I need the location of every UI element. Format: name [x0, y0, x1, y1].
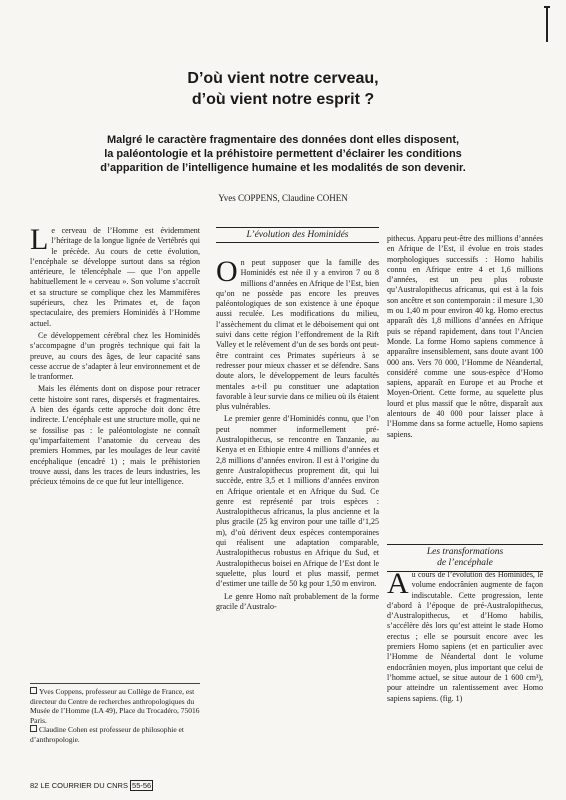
- author-note-2-text: Claudine Cohen est professeur de philosophie et d’anthropologie.: [30, 725, 184, 744]
- encephale-text: [387, 567, 543, 704]
- column-2: [216, 255, 379, 612]
- intro-text-1: e cerveau de l’Homme est évidemment l’héritage de la longue lignée de Vertébrés qui le précède. Au cours de cette évolution, l’encéphale se développe surtout dans sa région antérieure, le télencéphale — que l’on appelle habituellement le « cerveau ». Son volume s’accroît et sa structure se complique chez les Mammifères supérieurs, chez les Primates et, de façon spectaculaire, des premiers Hominidés à l’Homme actuel.: [30, 226, 200, 328]
- issue-number: 55-56: [132, 781, 152, 790]
- lede-line-2: la paléontologie et la préhistoire permettent d’éclairer les conditions: [104, 148, 462, 160]
- page-footer: [30, 781, 153, 790]
- lede-line-3: d’apparition de l’intelligence humaine et les modalités de son devenir.: [100, 162, 466, 174]
- square-bullet-icon: [30, 725, 37, 732]
- lede-line-1: Malgré le caractère fragmentaire des données dont elles disposent,: [106, 134, 460, 146]
- footnote-rule: [30, 683, 200, 684]
- encephale-text-body: u cours de l’évolution des Hominidés, le volume endocrânien augmente de façon indiscutable. Cette progression, lente d’abord à l’époque de pré-Australopithecus, d’Australopithecus, et d’Homo habilis, s’accélère dès lors qu’est atteint le stade Homo erectus ; elle se poursuit encore avec les premiers Homo sapiens (et en particulier avec l’Homme de Néandertal dont le volume endocrânien moyen, plus important que celui de l’homme actuel, se situe autour de 1 600 cm³), pour atteindre un ralentissement avec Homo sapiens sapiens. (fig. 1): [387, 570, 543, 703]
- evolution-paragraph-1: [216, 255, 379, 412]
- evolution-paragraph-3: Le genre Homo naît probablement de la forme gracile d’Australo-: [216, 591, 379, 611]
- page-number: 82: [30, 781, 39, 790]
- article-lede: [60, 133, 506, 175]
- evolution-paragraph-2: Le premier genre d’Hominidés connu, que l’on peut nommer informellement pré-Australopithecus, se rencontre en Tanzanie, au Kenya et en Ethiopie entre 4 millions d’années et 2,8 millions d’années environ. Il est à l’origine du genre Australopithecus proprement dit, qui lui succède, entre 3,5 et 1 millions d’années environ en Afrique orientale et en Afrique du Sud. Ce genre est représenté par trois espèces : Australopithecus africanus, la plus ancienne et la plus gracile (25 kg environ pour une taille d’1,25 m), d’où dérivent deux espèces contemporaines qui réalisent une adaptation comparable, Australopithecus robustus en Afrique du Sud, et Australopithecus boisei en Afrique de l’Est dont le squelette, plus lourd et plus massif, permet d’estimer une taille de 50 kg pour 1,50 m environ.: [216, 414, 379, 589]
- article-title: [60, 68, 506, 110]
- author-note-1-text: Yves Coppens, professeur au Collège de France, est directeur du Centre de recherches anthropologiques du Musée de l’Homme (LA 49), Place du Trocadéro, 75016 Paris.: [30, 687, 200, 725]
- square-bullet-icon: [30, 687, 37, 694]
- title-line-2: d’où vient notre esprit ?: [191, 91, 375, 108]
- author-note-2: [30, 725, 200, 744]
- column-3: [387, 234, 543, 440]
- author-notes: [30, 687, 200, 744]
- box-heading-evolution: L’évolution des Hominidés: [216, 227, 379, 243]
- evolution-continued: pithecus. Apparu peut-être des millions d’années en Afrique de l’Est, il évolue en trois stades morphologiques successifs : Homo habilis connu en Afrique entre 4 et 1,6 millions d’années, est un peu plus robuste qu’Australopithecus africanus, qui est à la fois son ancêtre et son contemporain : il mesure 1,30 m ou 1,40 m pour environ 40 kg. Homo erectus apparaît dès 1,8 millions d’années en Afrique puis se répand rapidement, dans tout l’Ancien Monde. La forme Homo sapiens commence à apparaître insensiblement, sans doute avant 100 000 ans. Vers 70 000, l’Homme de Néandertal, considéré comme une sous-espèce d’Homo sapiens, apparaît en Europe et au Proche et Moyen-Orient. Cette forme, au squelette plus lourd et plus massif que le nôtre, disparaît aux alentours de 40 000 pour laisser place à l’Homme dans sa forme actuelle, Homo sapiens sapiens.: [387, 234, 543, 439]
- drop-cap: O: [216, 255, 238, 288]
- author-note-1: [30, 687, 200, 725]
- byline: Yves COPPENS, Claudine COHEN: [218, 193, 348, 203]
- drop-cap: A: [387, 567, 409, 600]
- encephale-paragraph: [387, 567, 543, 704]
- evolution-text-1: n peut supposer que la famille des Hominidés est née il y a environ 7 ou 8 millions d’années en Afrique de l’Est, bien qu’on ne possède pas encore les preuves paléontologiques de son existence à une époque aussi reculée. Les modifications du milieu, l’assèchement du climat et le déboisement qui ont suivi dans cette région l’effondrement de la Rift Valley et le relèvement d’un de ses bords ont peut-être contraint ces Primates supérieurs à se redresser pour mieux chasser et se défendre. Sans doute alors, le développement de leurs facultés mentales a-t-il pu constituer une adaptation favorable à leur survie dans ce milieu où ils étaient plus vulnérables.: [216, 258, 379, 412]
- intro-paragraph-2: Ce développement cérébral chez les Hominidés s’accompagne d’un progrès technique qui fait la preuve, au cours des âges, de leur capacité sans cesse accrue de s’adapter à leur environnement et de le tranformer.: [30, 330, 200, 382]
- column-1: [30, 223, 200, 487]
- box2-title-line-2: de l’encéphale: [437, 558, 493, 568]
- intro-paragraph-1: [30, 223, 200, 329]
- title-line-1: D’où vient notre cerveau,: [187, 70, 379, 87]
- intro-paragraph-3: Mais les éléments dont on dispose pour retracer cette histoire sont rares, dispersés et fragmentaires. A bien des égards cette approche doit donc être indirecte. L’encéphale est une structure molle, qui ne se fossilise pas : le paléontologiste ne connaît qu’imparfaitement l’anatomie du cerveau des premiers Hommes, par les moulages de leur cavité encéphalique (encadré 1) ; mais le préhistorien trouve aussi, dans les traces de leurs industries, les précieux témoins de ce que fut leur intelligence.: [30, 384, 200, 487]
- drop-cap: L: [30, 223, 49, 256]
- crop-mark: [546, 6, 548, 42]
- journal-name: LE COURRIER DU CNRS: [40, 781, 128, 790]
- box2-title-line-1: Les transformations: [426, 547, 504, 557]
- box-heading-encephale: [387, 544, 543, 572]
